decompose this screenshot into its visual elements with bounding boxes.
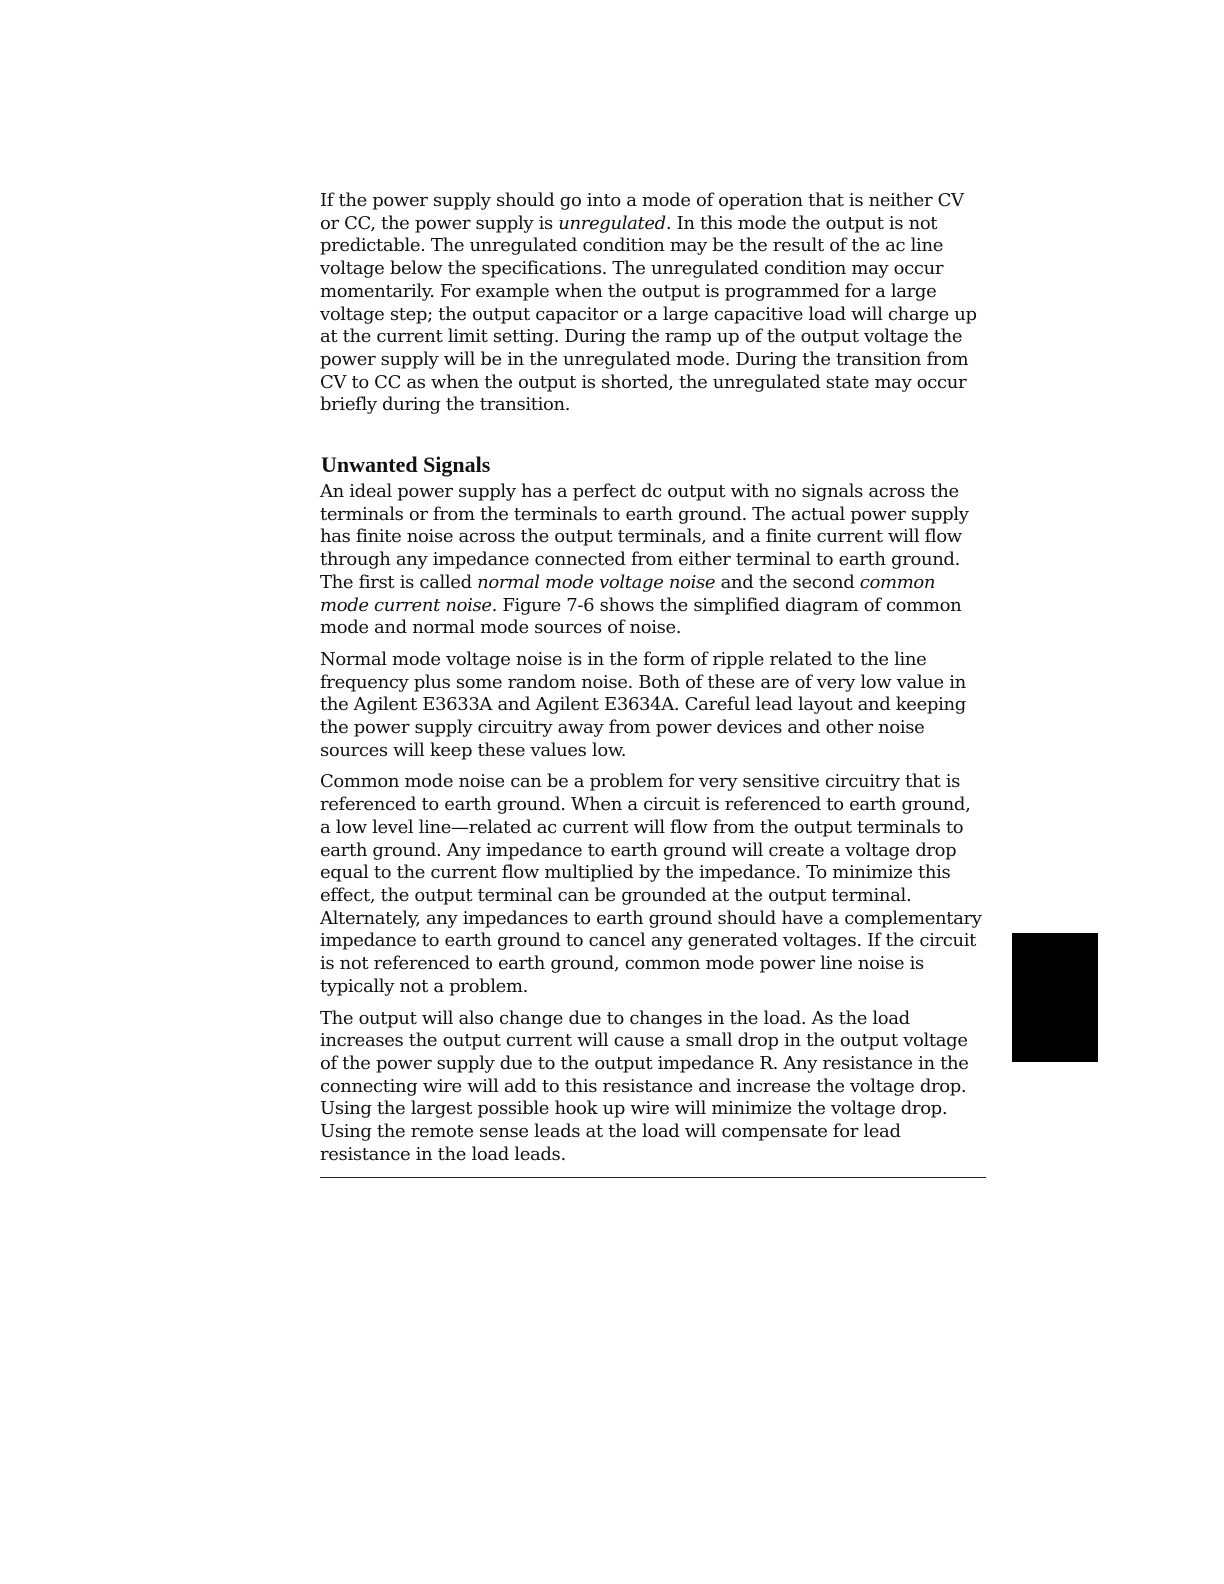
emphasis-common-mode-noise: common mode current noise bbox=[320, 571, 936, 616]
section-heading-unwanted-signals: Unwanted Signals bbox=[321, 452, 491, 478]
load-change-paragraph: The output will also change due to changes in the load. As the load increases the output current will cause a small drop in the output voltage of the power supply due to the output impedance R. Any resistance in the connecting wire will add to this resistance and increase the voltage drop. Using the largest possible hook up wire will minimize the voltage drop. Using the remote sense leads at the load will compensate for lead resistance in the load leads. bbox=[320, 1007, 969, 1165]
page-content bbox=[320, 190, 986, 1175]
text-run: . Figure 7-6 shows the simplified diagram of common mode and normal mode sources of noise. bbox=[320, 594, 962, 639]
emphasis-unregulated: unregulated bbox=[558, 212, 666, 234]
footer-divider bbox=[320, 1177, 986, 1178]
text-run: . In this mode the output is not predictable. The unregulated condition may be the result of the ac line voltage below the specifications. The unregulated condition may occur momentarily. For example when the output is programmed for a large voltage step; the output capacitor or a large capacitive load will charge up at the current limit setting. During the ramp up of the output voltage the power supply will be in the unregulated mode. During the transition from CV to CC as when the output is shorted, the unregulated state may occur briefly during the transition. bbox=[320, 212, 977, 416]
ideal-supply-paragraph bbox=[320, 481, 986, 640]
normal-mode-paragraph: Normal mode voltage noise is in the form of ripple related to the line frequency plus some random noise. Both of these are of very low value in the Agilent E3633A and Agilent E3634A. Careful lead layout and keeping the power supply circuitry away from power devices and other noise sources will keep these values low. bbox=[320, 648, 966, 761]
text-run: An ideal power supply has a perfect dc output with no signals across the terminals or from the terminals to earth ground. The actual power supply has finite noise across the output terminals, and a finite current will flow through any impedance connected from either terminal to earth ground. The first is called bbox=[320, 481, 969, 593]
common-mode-paragraph: Common mode noise can be a problem for very sensitive circuitry that is referenced to earth ground. When a circuit is referenced to earth ground, a low level line—related ac current will flow from the output terminals to earth ground. Any impedance to earth ground will create a voltage drop equal to the current flow multiplied by the impedance. To minimize this effect, the output terminal can be grounded at the output terminal. Alternately, any impedances to earth ground should have a complementary impedance to earth ground to cancel any generated voltages. If the circuit is not referenced to earth ground, common mode power line noise is typically not a problem. bbox=[320, 771, 982, 997]
text-run: and the second bbox=[715, 571, 860, 593]
unregulated-paragraph bbox=[320, 190, 986, 417]
text-run: If the power supply should go into a mode of operation that is neither CV or CC, the power supply is bbox=[320, 190, 964, 234]
chapter-thumb-tab bbox=[1012, 933, 1098, 1062]
emphasis-normal-mode-noise: normal mode voltage noise bbox=[477, 571, 716, 593]
